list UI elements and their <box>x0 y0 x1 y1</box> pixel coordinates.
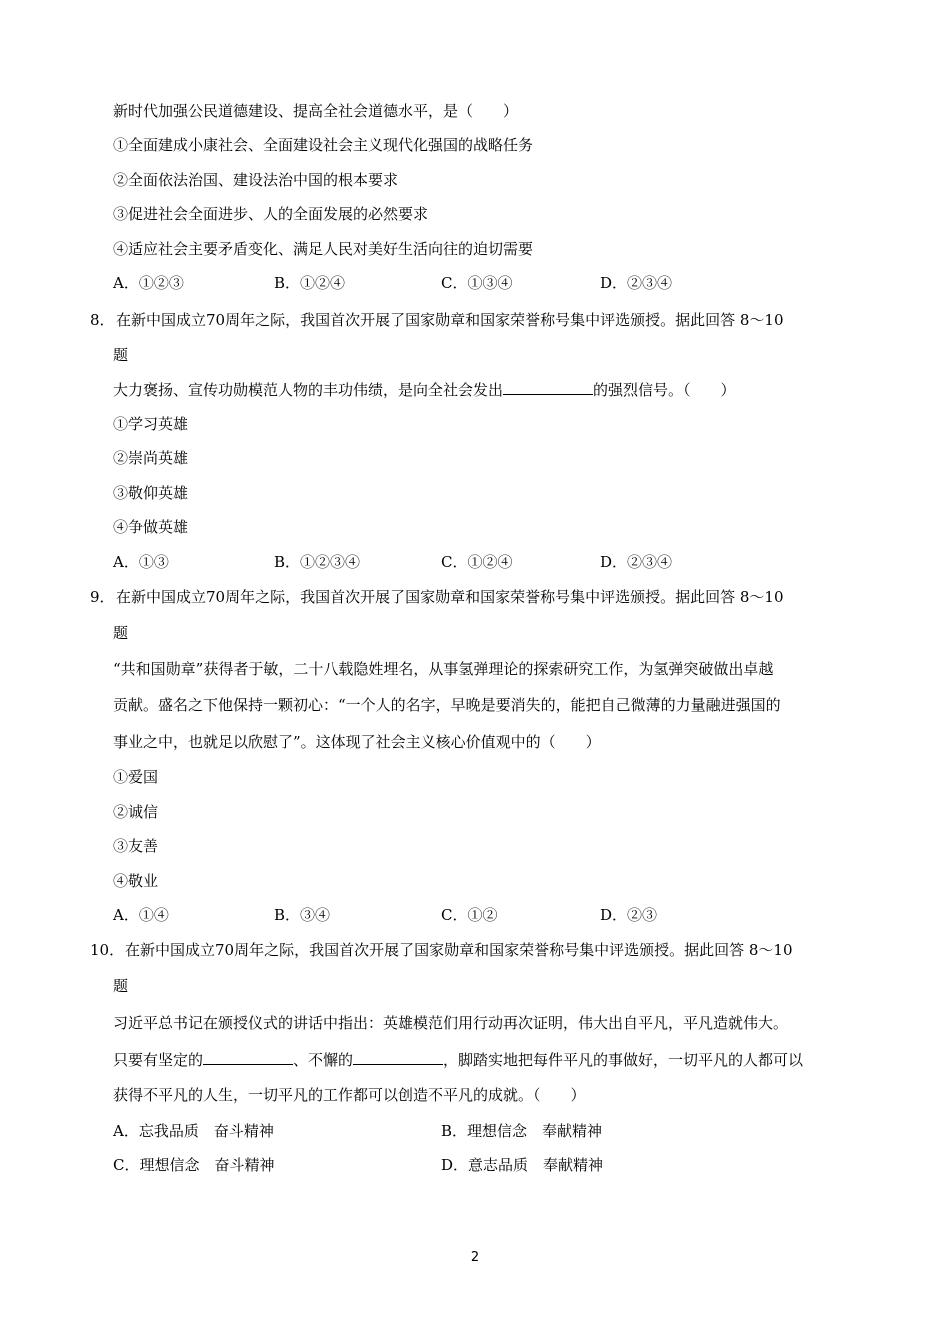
q8-answer-blank <box>503 380 593 395</box>
q10-option-c[interactable]: C．理想信念 奋斗精神 <box>113 1156 275 1174</box>
q8-item-3: ③敬仰英雄 <box>113 484 189 502</box>
page-number: 2 <box>470 1250 480 1265</box>
q7-item-3: ③促进社会全面进步、人的全面发展的必然要求 <box>113 205 429 223</box>
q10-stem-line-3: 获得不平凡的人生，一切平凡的工作都可以创造不平凡的成就。（ ） <box>113 1086 586 1104</box>
q8-option-c[interactable]: C．①②④ <box>441 553 513 571</box>
q8-stem <box>113 380 736 400</box>
q9-item-2: ②诚信 <box>113 803 159 821</box>
q8-option-d[interactable]: D．②③④ <box>600 553 673 571</box>
q8-option-b[interactable]: B．①②③④ <box>274 553 361 571</box>
q8-item-4: ④争做英雄 <box>113 518 189 536</box>
q10-option-d[interactable]: D．意志品质 奉献精神 <box>441 1156 604 1174</box>
q9-stem-line-1: “共和国勋章”获得者于敏，二十八载隐姓埋名，从事氢弹理论的探索研究工作，为氢弹突破做出卓越 <box>113 660 774 678</box>
q8-stem-part-a: 大力褒扬、宣传功勋模范人物的丰功伟绩，是向全社会发出 <box>113 381 504 399</box>
q10-answer-blank-2 <box>353 1050 443 1065</box>
q9-item-3: ③友善 <box>113 837 159 855</box>
q10-option-a[interactable]: A．忘我品质 奋斗精神 <box>113 1122 274 1140</box>
q9-option-a[interactable]: A．①④ <box>113 906 169 924</box>
q10-option-b[interactable]: B．理想信念 奉献精神 <box>441 1122 603 1140</box>
q7-option-a[interactable]: A．①②③ <box>113 274 184 292</box>
q7-item-4: ④适应社会主要矛盾变化、满足人民对美好生活向往的迫切需要 <box>113 240 534 258</box>
q9-stem-line-3: 事业之中，也就足以欣慰了”。这体现了社会主义核心价值观中的（ ） <box>113 733 601 751</box>
q8-number: 8． <box>90 311 115 329</box>
q9-item-4: ④敬业 <box>113 872 159 890</box>
q8-intro: 在新中国成立70周年之际，我国首次开展了国家勋章和国家荣誉称号集中评选颁授。据此回答 8～10 <box>116 311 784 329</box>
q10-stem-line-1: 习近平总书记在颁授仪式的讲话中指出：英雄模范们用行动再次证明，伟大出自平凡，平凡造就伟大。 <box>113 1014 789 1032</box>
q8-intro-end: 题 <box>113 346 129 364</box>
q10-stem-part-b: 、不懈的 <box>293 1051 354 1069</box>
q9-option-b[interactable]: B．③④ <box>274 906 331 924</box>
q10-number: 10． <box>90 941 125 959</box>
q8-item-1: ①学习英雄 <box>113 415 189 433</box>
q9-stem-line-2: 贡献。盛名之下他保持一颗初心：“一个人的名字，早晚是要消失的，能把自己微薄的力量融进强国的 <box>113 696 781 714</box>
q10-intro-end: 题 <box>113 977 129 995</box>
q7-item-2: ②全面依法治国、建设法治中国的根本要求 <box>113 171 399 189</box>
q10-stem-part-c: ，脚踏实地把每件平凡的事做好，一切平凡的人都可以 <box>443 1051 804 1069</box>
q7-option-d[interactable]: D．②③④ <box>600 274 673 292</box>
q10-intro: 在新中国成立70周年之际，我国首次开展了国家勋章和国家荣誉称号集中评选颁授。据此回答 8～10 <box>125 941 793 959</box>
q8-stem-part-b: 的强烈信号。（ ） <box>593 381 736 399</box>
q7-option-b[interactable]: B．①②④ <box>274 274 346 292</box>
q10-stem-line-2 <box>113 1050 803 1070</box>
q9-intro-end: 题 <box>113 624 129 642</box>
q10-stem-part-a: 只要有坚定的 <box>113 1051 204 1069</box>
q10-answer-blank-1 <box>203 1050 293 1065</box>
q7-option-c[interactable]: C．①③④ <box>441 274 513 292</box>
q7-item-1: ①全面建成小康社会、全面建设社会主义现代化强国的战略任务 <box>113 136 534 154</box>
q9-number: 9． <box>90 588 115 606</box>
q9-option-c[interactable]: C．①② <box>441 906 498 924</box>
q9-intro: 在新中国成立70周年之际，我国首次开展了国家勋章和国家荣誉称号集中评选颁授。据此回答 8～10 <box>116 588 784 606</box>
q9-option-d[interactable]: D．②③ <box>600 906 658 924</box>
q8-option-a[interactable]: A．①③ <box>113 553 169 571</box>
q7-stem: 新时代加强公民道德建设、提高全社会道德水平，是（ ） <box>113 102 519 120</box>
q9-item-1: ①爱国 <box>113 768 159 786</box>
q8-item-2: ②崇尚英雄 <box>113 449 189 467</box>
